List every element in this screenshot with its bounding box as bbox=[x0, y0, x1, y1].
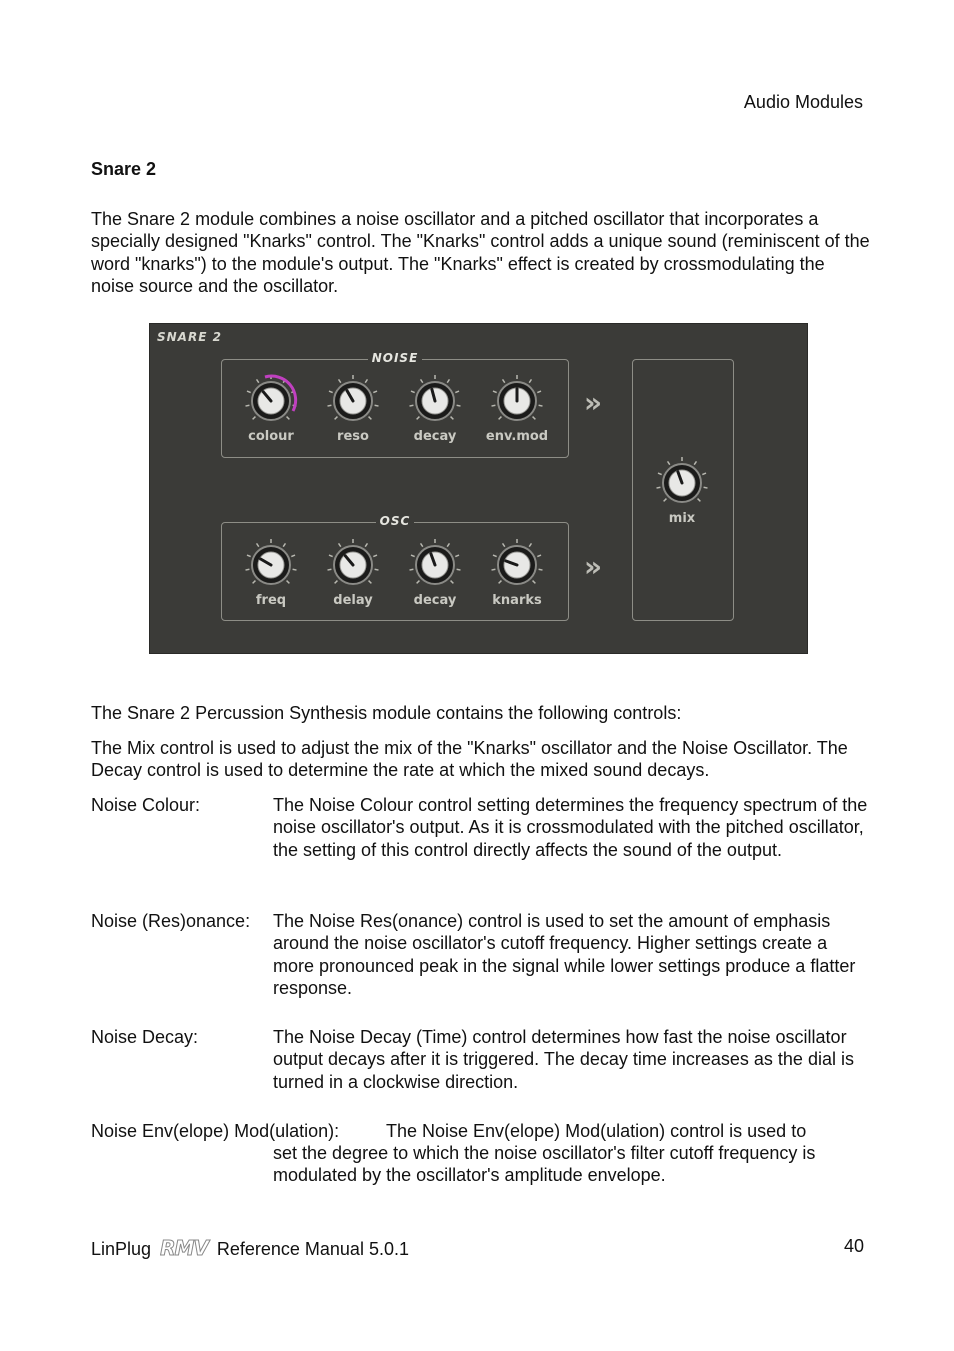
noise-env-mod-knob-label: env.mod bbox=[485, 429, 549, 444]
section-title: Snare 2 bbox=[91, 159, 157, 179]
controls-intro: The Snare 2 Percussion Synthesis module contains the following controls: bbox=[91, 703, 682, 723]
osc-knarks-knob-label: knarks bbox=[492, 593, 542, 608]
definition-desc: The Noise Res(onance) control is used to set the amount of emphasis around the noise oscillator's cutoff frequency. Higher settings create a more pronounced peak in the signal while lower settings produce a flatter response. bbox=[273, 911, 856, 998]
snare2-module-image bbox=[149, 323, 808, 654]
definition-term: Noise Decay: bbox=[91, 1027, 199, 1047]
definition-desc: The Noise Colour control setting determines the frequency spectrum of the noise oscillator's output. As it is crossmodulated with the pitched oscillator, the setting of this control directly affects the sound of the output. bbox=[273, 795, 868, 860]
noise-decay-knob-label: decay bbox=[413, 429, 457, 444]
osc-group-label: OSC bbox=[376, 514, 415, 528]
footer-brand: LinPlug bbox=[91, 1239, 152, 1259]
mix-knob[interactable] bbox=[647, 454, 717, 532]
definition-term: Noise Colour: bbox=[91, 795, 201, 815]
noise-group-label: NOISE bbox=[368, 351, 423, 365]
osc-arrow-icon: » bbox=[584, 550, 603, 583]
noise-colour-knob-label: colour bbox=[248, 429, 294, 444]
intro-paragraph: The Snare 2 module combines a noise oscillator and a pitched oscillator that incorporates a specially designed "Knarks" control. The "Knarks" control adds a unique sound (reminiscent of the word "knarks") to the module's output. The "Knarks" effect is created by crossmodulating the noise source and the oscillator. bbox=[91, 209, 870, 296]
definition-noise-env-mod bbox=[91, 1120, 866, 1190]
noise-reso-knob[interactable] bbox=[318, 372, 388, 450]
definition-noise-colour bbox=[91, 794, 866, 884]
osc-freq-knob-label: freq bbox=[255, 593, 287, 608]
definition-desc: The Noise Decay (Time) control determines how fast the noise oscillator output decays after it is triggered. The decay time increases as the dial is turned in a clockwise direction. bbox=[273, 1027, 854, 1092]
noise-env-mod-knob[interactable] bbox=[482, 372, 552, 450]
noise-colour-knob[interactable] bbox=[236, 372, 306, 450]
definition-desc-first: The Noise Env(elope) Mod(ulation) control is used to bbox=[386, 1121, 807, 1141]
osc-decay-knob-label: decay bbox=[413, 593, 457, 608]
definition-term: Noise (Res)onance: bbox=[91, 911, 251, 931]
mix-paragraph: The Mix control is used to adjust the mix of the "Knarks" oscillator and the Noise Oscillator. The Decay control is used to determine the rate at which the mixed sound decays. bbox=[91, 738, 848, 781]
noise-arrow-icon: » bbox=[584, 386, 603, 419]
module-title: SNARE 2 bbox=[157, 330, 222, 344]
page-number: 40 bbox=[843, 1236, 864, 1256]
rmv-logo: RMV bbox=[160, 1236, 208, 1260]
noise-decay-knob[interactable] bbox=[400, 372, 470, 450]
osc-decay-knob[interactable] bbox=[400, 536, 470, 614]
mix-knob-label: mix bbox=[668, 511, 696, 526]
osc-delay-knob[interactable] bbox=[318, 536, 388, 614]
osc-knarks-knob[interactable] bbox=[482, 536, 552, 614]
page-footer bbox=[91, 1236, 864, 1260]
definition-noise-resonance bbox=[91, 910, 866, 1000]
footer-manual: Reference Manual 5.0.1 bbox=[216, 1239, 409, 1259]
running-header: Audio Modules bbox=[743, 92, 863, 112]
definition-desc-rest: set the degree to which the noise oscillator's filter cutoff frequency is modulated by the oscillator's amplitude envelope. bbox=[273, 1143, 816, 1186]
noise-reso-knob-label: reso bbox=[337, 429, 369, 444]
osc-delay-knob-label: delay bbox=[333, 593, 373, 608]
definition-noise-decay bbox=[91, 1026, 866, 1096]
osc-freq-knob[interactable] bbox=[236, 536, 306, 614]
definition-term: Noise Env(elope) Mod(ulation): bbox=[91, 1121, 340, 1141]
